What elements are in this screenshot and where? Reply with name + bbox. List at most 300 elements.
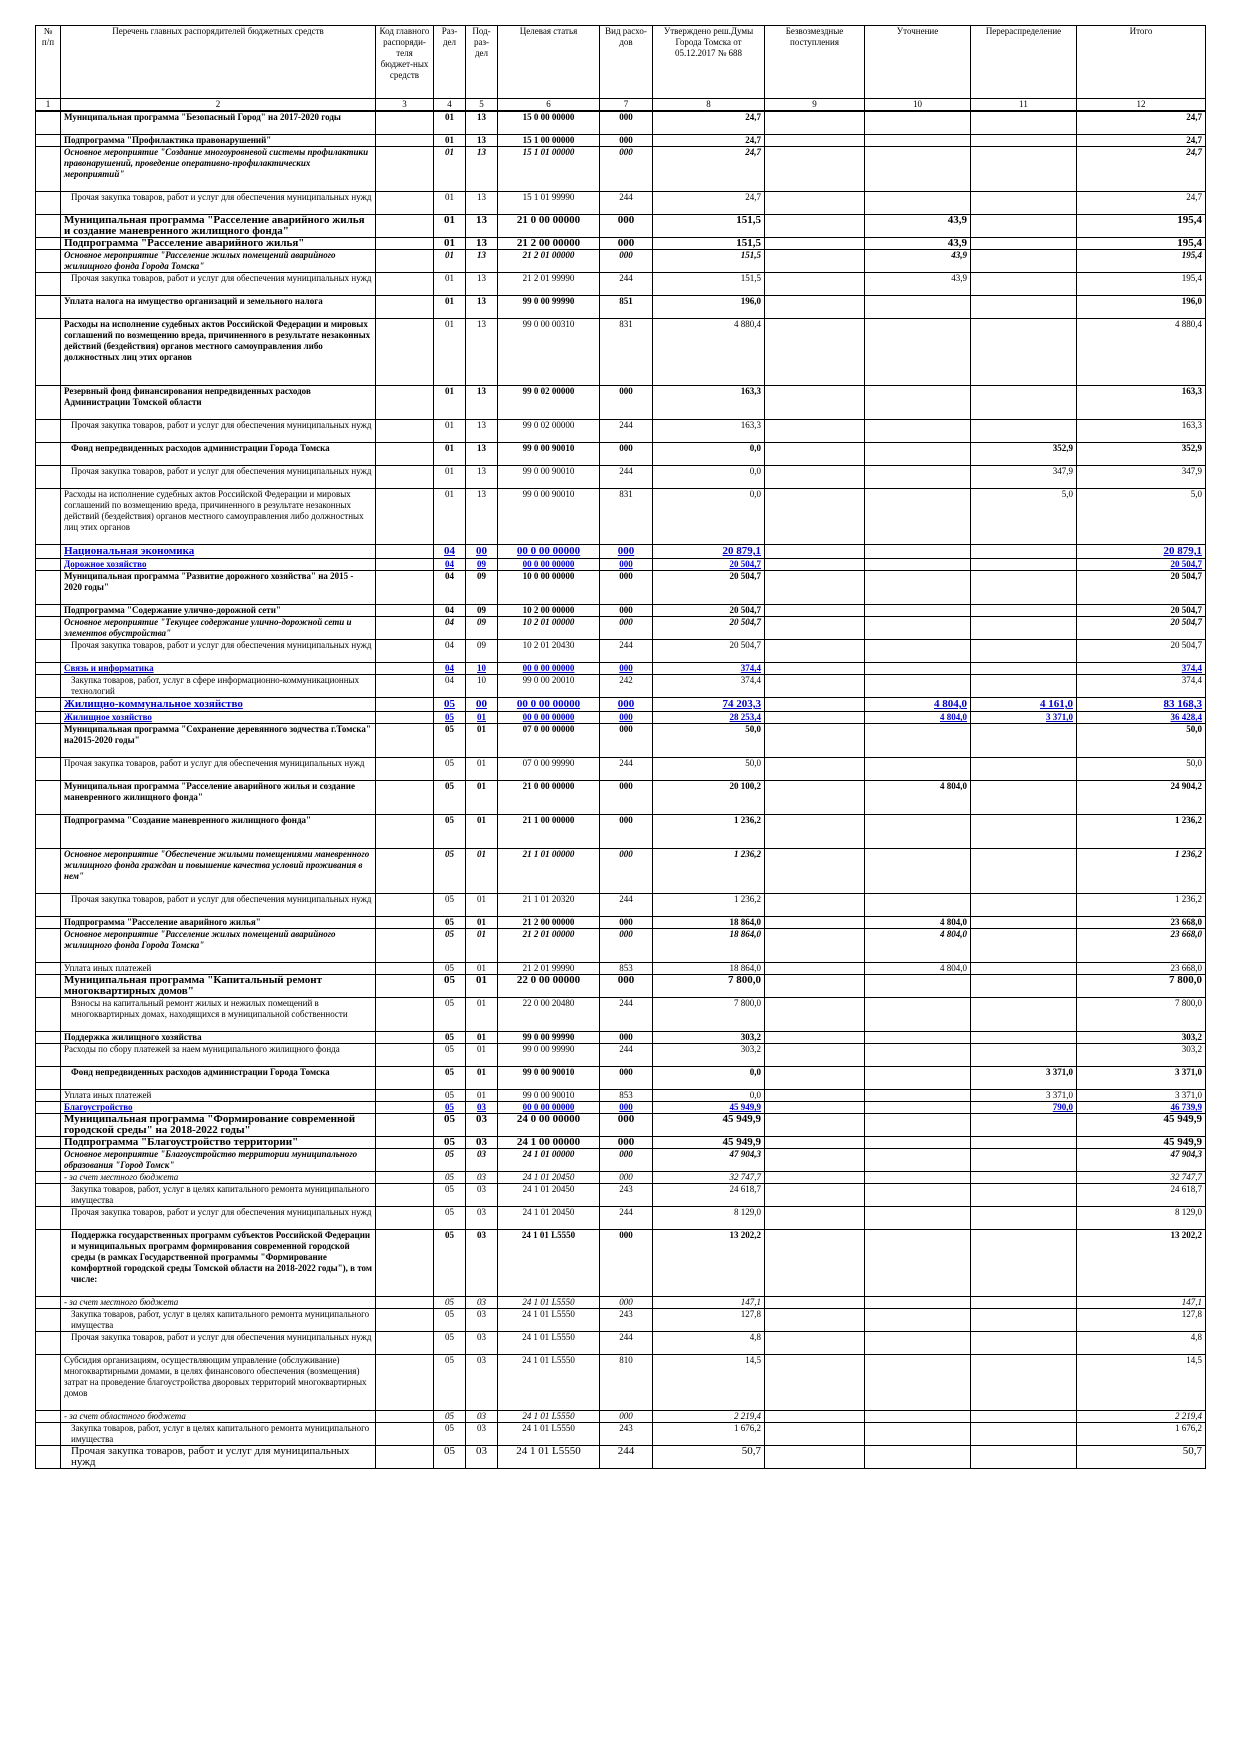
approved-cell: 4,8	[653, 1332, 765, 1355]
redistribution-cell	[971, 781, 1077, 815]
section-cell: 05	[434, 815, 466, 849]
name-cell: Национальная экономика	[61, 545, 376, 559]
target-cell: 10 0 00 00000	[498, 571, 600, 605]
target-cell: 99 0 00 99990	[498, 1044, 600, 1067]
redistribution-cell	[971, 1032, 1077, 1044]
expense-type-cell: 853	[600, 963, 653, 975]
grants-cell	[765, 545, 865, 559]
section-cell: 05	[434, 917, 466, 929]
name-cell: Прочая закупка товаров, работ и услуг для обеспечения муниципальных нужд	[61, 1332, 376, 1355]
total-cell: 196,0	[1077, 296, 1206, 319]
num-cell	[36, 215, 61, 238]
section-cell: 01	[434, 296, 466, 319]
num-cell	[36, 605, 61, 617]
code-cell	[376, 1332, 434, 1355]
approved-cell: 18 864,0	[653, 917, 765, 929]
subsection-cell: 13	[466, 250, 498, 273]
refinement-cell	[865, 443, 971, 466]
total-cell: 32 747,7	[1077, 1172, 1206, 1184]
approved-cell: 0,0	[653, 443, 765, 466]
code-cell	[376, 1149, 434, 1172]
target-cell: 24 1 01 L5550	[498, 1230, 600, 1297]
redistribution-cell	[971, 1230, 1077, 1297]
name-cell: Муниципальная программа "Сохранение деревянного зодчества г.Томска" на2015-2020 годы"	[61, 724, 376, 758]
grants-cell	[765, 929, 865, 963]
target-cell: 21 2 00 00000	[498, 917, 600, 929]
header-total: Итого	[1077, 26, 1206, 99]
num-cell	[36, 917, 61, 929]
section-cell: 05	[434, 963, 466, 975]
num-cell	[36, 111, 61, 135]
grants-cell	[765, 192, 865, 215]
target-cell: 15 1 00 00000	[498, 135, 600, 147]
table-row	[36, 929, 1206, 963]
section-cell: 05	[434, 975, 466, 998]
refinement-cell: 4 804,0	[865, 698, 971, 712]
approved-cell: 8 129,0	[653, 1207, 765, 1230]
grants-cell	[765, 1411, 865, 1423]
redistribution-cell	[971, 1446, 1077, 1469]
name-cell: Уплата налога на имущество организаций и земельного налога	[61, 296, 376, 319]
section-cell: 01	[434, 489, 466, 545]
target-cell: 00 0 00 00000	[498, 545, 600, 559]
expense-type-cell: 000	[600, 545, 653, 559]
subsection-cell: 01	[466, 963, 498, 975]
num-cell	[36, 712, 61, 724]
target-cell: 10 2 01 00000	[498, 617, 600, 640]
total-cell: 147,1	[1077, 1297, 1206, 1309]
refinement-cell	[865, 1184, 971, 1207]
target-cell: 10 2 01 20430	[498, 640, 600, 663]
redistribution-cell	[971, 640, 1077, 663]
refinement-cell	[865, 1090, 971, 1102]
expense-type-cell: 000	[600, 571, 653, 605]
table-row	[36, 319, 1206, 386]
name-cell: Жилищное хозяйство	[61, 712, 376, 724]
table-row	[36, 1184, 1206, 1207]
redistribution-cell	[971, 815, 1077, 849]
table-row	[36, 250, 1206, 273]
target-cell: 99 0 00 20010	[498, 675, 600, 698]
code-cell	[376, 1090, 434, 1102]
refinement-cell	[865, 489, 971, 545]
refinement-cell	[865, 135, 971, 147]
refinement-cell	[865, 849, 971, 894]
num-cell	[36, 849, 61, 894]
total-cell: 20 504,7	[1077, 640, 1206, 663]
section-cell: 05	[434, 698, 466, 712]
total-cell: 50,7	[1077, 1446, 1206, 1469]
expense-type-cell: 000	[600, 724, 653, 758]
refinement-cell: 43,9	[865, 273, 971, 296]
redistribution-cell: 5,0	[971, 489, 1077, 545]
name-cell: Подпрограмма "Создание маневренного жилищного фонда"	[61, 815, 376, 849]
target-cell: 24 1 01 L5550	[498, 1332, 600, 1355]
name-cell: Связь и информатика	[61, 663, 376, 675]
redistribution-cell	[971, 273, 1077, 296]
name-cell: Поддержка государственных программ субъектов Российской Федерации и муниципальных программ формирования современной городской среды (в рамках Государственной программы "Формирование комфортной городской среды Томской области на 2018-2022 годы"), в том числе:	[61, 1230, 376, 1297]
total-cell: 20 504,7	[1077, 605, 1206, 617]
table-row	[36, 1114, 1206, 1137]
approved-cell: 1 236,2	[653, 849, 765, 894]
name-cell: Основное мероприятие "Благоустройство территории муниципального образования "Город Томск"	[61, 1149, 376, 1172]
section-cell: 05	[434, 758, 466, 781]
redistribution-cell: 790,0	[971, 1102, 1077, 1114]
refinement-cell	[865, 815, 971, 849]
subsection-cell: 03	[466, 1149, 498, 1172]
target-cell: 99 0 00 00310	[498, 319, 600, 386]
redistribution-cell	[971, 1297, 1077, 1309]
approved-cell: 13 202,2	[653, 1230, 765, 1297]
table-row	[36, 712, 1206, 724]
code-cell	[376, 1114, 434, 1137]
name-cell: Фонд непредвиденных расходов администрации Города Томска	[61, 1067, 376, 1090]
subsection-cell: 01	[466, 894, 498, 917]
table-row	[36, 1067, 1206, 1090]
approved-cell: 147,1	[653, 1297, 765, 1309]
approved-cell: 7 800,0	[653, 998, 765, 1032]
subsection-cell: 09	[466, 640, 498, 663]
header-refinement: Уточнение	[865, 26, 971, 99]
num-cell	[36, 1446, 61, 1469]
redistribution-cell: 3 371,0	[971, 712, 1077, 724]
approved-cell: 20 504,7	[653, 559, 765, 571]
refinement-cell: 4 804,0	[865, 712, 971, 724]
expense-type-cell: 000	[600, 929, 653, 963]
subsection-cell: 01	[466, 758, 498, 781]
target-cell: 24 1 01 20450	[498, 1184, 600, 1207]
colnum: 6	[498, 99, 600, 112]
subsection-cell: 01	[466, 1044, 498, 1067]
num-cell	[36, 698, 61, 712]
subsection-cell: 13	[466, 111, 498, 135]
colnum: 2	[61, 99, 376, 112]
subsection-cell: 10	[466, 675, 498, 698]
name-cell: Расходы на исполнение судебных актов Российской Федерации и мировых соглашений по возмещению вреда, причиненного в результате незаконных действий (бездействия) органов местного самоуправления либо должностных лиц этих органов	[61, 319, 376, 386]
code-cell	[376, 559, 434, 571]
total-cell: 20 504,7	[1077, 617, 1206, 640]
grants-cell	[765, 998, 865, 1032]
name-cell: Уплата иных платежей	[61, 1090, 376, 1102]
name-cell: Муниципальная программа "Развитие дорожного хозяйства" на 2015 - 2020 годы"	[61, 571, 376, 605]
num-cell	[36, 1411, 61, 1423]
expense-type-cell: 244	[600, 1332, 653, 1355]
num-cell	[36, 1044, 61, 1067]
name-cell: Прочая закупка товаров, работ и услуг для обеспечения муниципальных нужд	[61, 894, 376, 917]
redistribution-cell	[971, 296, 1077, 319]
section-cell: 05	[434, 1090, 466, 1102]
refinement-cell	[865, 1297, 971, 1309]
table-row	[36, 443, 1206, 466]
refinement-cell	[865, 605, 971, 617]
section-cell: 04	[434, 545, 466, 559]
num-cell	[36, 545, 61, 559]
name-cell: Основное мероприятие "Расселение жилых помещений аварийного жилищного фонда Города Томска"	[61, 250, 376, 273]
expense-type-cell: 000	[600, 1137, 653, 1149]
code-cell	[376, 815, 434, 849]
grants-cell	[765, 1423, 865, 1446]
total-cell: 24 618,7	[1077, 1184, 1206, 1207]
subsection-cell: 09	[466, 617, 498, 640]
refinement-cell	[865, 998, 971, 1032]
table-row	[36, 1032, 1206, 1044]
code-cell	[376, 917, 434, 929]
refinement-cell	[865, 758, 971, 781]
table-row	[36, 147, 1206, 192]
subsection-cell: 03	[466, 1114, 498, 1137]
refinement-cell	[865, 192, 971, 215]
name-cell: Подпрограмма "Благоустройство территории"	[61, 1137, 376, 1149]
total-cell: 20 879,1	[1077, 545, 1206, 559]
code-cell	[376, 1309, 434, 1332]
num-cell	[36, 1114, 61, 1137]
subsection-cell: 09	[466, 571, 498, 605]
refinement-cell: 4 804,0	[865, 963, 971, 975]
section-cell: 01	[434, 443, 466, 466]
target-cell: 15 1 01 99990	[498, 192, 600, 215]
expense-type-cell: 000	[600, 111, 653, 135]
total-cell: 163,3	[1077, 420, 1206, 443]
code-cell	[376, 1411, 434, 1423]
name-cell: Закупка товаров, работ, услуг в целях капитального ремонта муниципального имущества	[61, 1309, 376, 1332]
table-row	[36, 1137, 1206, 1149]
section-cell: 05	[434, 1067, 466, 1090]
table-row	[36, 698, 1206, 712]
target-cell: 07 0 00 99990	[498, 758, 600, 781]
refinement-cell	[865, 1114, 971, 1137]
subsection-cell: 01	[466, 1032, 498, 1044]
name-cell: Фонд непредвиденных расходов администрации Города Томска	[61, 443, 376, 466]
approved-cell: 0,0	[653, 489, 765, 545]
target-cell: 24 1 01 L5550	[498, 1309, 600, 1332]
total-cell: 14,5	[1077, 1355, 1206, 1411]
section-cell: 05	[434, 929, 466, 963]
code-cell	[376, 963, 434, 975]
section-cell: 05	[434, 1149, 466, 1172]
target-cell: 07 0 00 00000	[498, 724, 600, 758]
total-cell: 303,2	[1077, 1044, 1206, 1067]
grants-cell	[765, 917, 865, 929]
subsection-cell: 13	[466, 386, 498, 420]
grants-cell	[765, 215, 865, 238]
expense-type-cell: 243	[600, 1309, 653, 1332]
budget-table	[35, 25, 1206, 1469]
table-row	[36, 238, 1206, 250]
subsection-cell: 01	[466, 781, 498, 815]
expense-type-cell: 244	[600, 1446, 653, 1469]
code-cell	[376, 1423, 434, 1446]
table-row	[36, 724, 1206, 758]
approved-cell: 50,0	[653, 724, 765, 758]
refinement-cell	[865, 1309, 971, 1332]
header-subsection: Под-раз-дел	[466, 26, 498, 99]
section-cell: 05	[434, 712, 466, 724]
num-cell	[36, 1207, 61, 1230]
total-cell: 303,2	[1077, 1032, 1206, 1044]
code-cell	[376, 894, 434, 917]
table-row	[36, 1044, 1206, 1067]
code-cell	[376, 386, 434, 420]
column-number-row	[36, 99, 1206, 112]
grants-cell	[765, 386, 865, 420]
subsection-cell: 01	[466, 724, 498, 758]
redistribution-cell	[971, 545, 1077, 559]
approved-cell: 24 618,7	[653, 1184, 765, 1207]
num-cell	[36, 1172, 61, 1184]
subsection-cell: 13	[466, 319, 498, 386]
total-cell: 23 668,0	[1077, 963, 1206, 975]
refinement-cell	[865, 1044, 971, 1067]
name-cell: Муниципальная программа "Капитальный ремонт многоквартирных домов"	[61, 975, 376, 998]
total-cell: 352,9	[1077, 443, 1206, 466]
subsection-cell: 01	[466, 1090, 498, 1102]
approved-cell: 20 100,2	[653, 781, 765, 815]
expense-type-cell: 244	[600, 466, 653, 489]
section-cell: 05	[434, 1044, 466, 1067]
colnum: 8	[653, 99, 765, 112]
section-cell: 05	[434, 849, 466, 894]
target-cell: 24 1 01 20450	[498, 1207, 600, 1230]
approved-cell: 47 904,3	[653, 1149, 765, 1172]
name-cell: Взносы на капитальный ремонт жилых и нежилых помещений в многоквартирных домах, находящихся в муниципальной собственности	[61, 998, 376, 1032]
num-cell	[36, 724, 61, 758]
name-cell: Прочая закупка товаров, работ и услуг для обеспечения муниципальных нужд	[61, 273, 376, 296]
refinement-cell: 4 804,0	[865, 781, 971, 815]
header-names: Перечень главных распорядителей бюджетных средств	[61, 26, 376, 99]
table-row	[36, 571, 1206, 605]
table-row	[36, 192, 1206, 215]
approved-cell: 20 504,7	[653, 605, 765, 617]
table-row	[36, 1102, 1206, 1114]
section-cell: 05	[434, 1137, 466, 1149]
total-cell: 195,4	[1077, 238, 1206, 250]
name-cell: Жилищно-коммунальное хозяйство	[61, 698, 376, 712]
expense-type-cell: 000	[600, 617, 653, 640]
refinement-cell	[865, 1032, 971, 1044]
num-cell	[36, 963, 61, 975]
redistribution-cell	[971, 849, 1077, 894]
subsection-cell: 03	[466, 1297, 498, 1309]
name-cell: Подпрограмма "Содержание улично-дорожной сети"	[61, 605, 376, 617]
subsection-cell: 01	[466, 815, 498, 849]
code-cell	[376, 781, 434, 815]
grants-cell	[765, 273, 865, 296]
grants-cell	[765, 1297, 865, 1309]
table-row	[36, 1297, 1206, 1309]
expense-type-cell: 000	[600, 712, 653, 724]
name-cell: Основное мероприятие "Расселение жилых помещений аварийного жилищного фонда Города Томска"	[61, 929, 376, 963]
redistribution-cell: 347,9	[971, 466, 1077, 489]
approved-cell: 45 949,9	[653, 1114, 765, 1137]
refinement-cell: 43,9	[865, 238, 971, 250]
table-row	[36, 663, 1206, 675]
name-cell: Основное мероприятие "Текущее содержание улично-дорожной сети и элементов обустройства"	[61, 617, 376, 640]
refinement-cell	[865, 386, 971, 420]
section-cell: 01	[434, 238, 466, 250]
name-cell: Закупка товаров, работ, услуг в сфере информационно-коммуникационных технологий	[61, 675, 376, 698]
code-cell	[376, 571, 434, 605]
approved-cell: 0,0	[653, 1067, 765, 1090]
expense-type-cell: 000	[600, 815, 653, 849]
target-cell: 00 0 00 00000	[498, 663, 600, 675]
grants-cell	[765, 238, 865, 250]
name-cell: Подпрограмма "Расселение аварийного жилья"	[61, 238, 376, 250]
table-row	[36, 1172, 1206, 1184]
target-cell: 21 0 00 00000	[498, 215, 600, 238]
approved-cell: 18 864,0	[653, 929, 765, 963]
approved-cell: 196,0	[653, 296, 765, 319]
name-cell: Расходы по сбору платежей за наем муниципального жилищного фонда	[61, 1044, 376, 1067]
redistribution-cell	[971, 1149, 1077, 1172]
expense-type-cell: 244	[600, 1044, 653, 1067]
redistribution-cell	[971, 1355, 1077, 1411]
num-cell	[36, 238, 61, 250]
redistribution-cell	[971, 1184, 1077, 1207]
redistribution-cell: 3 371,0	[971, 1090, 1077, 1102]
colnum: 12	[1077, 99, 1206, 112]
expense-type-cell: 851	[600, 296, 653, 319]
total-cell: 5,0	[1077, 489, 1206, 545]
table-row	[36, 617, 1206, 640]
num-cell	[36, 640, 61, 663]
name-cell: Субсидия организациям, осуществляющим управление (обслуживание) многоквартирными домами, в целях финансового обеспечения (возмещения) затрат на проведение благоустройства дворовых территорий многоквартирных домов	[61, 1355, 376, 1411]
total-cell: 195,4	[1077, 250, 1206, 273]
redistribution-cell	[971, 894, 1077, 917]
code-cell	[376, 1172, 434, 1184]
grants-cell	[765, 147, 865, 192]
target-cell: 21 1 00 00000	[498, 815, 600, 849]
subsection-cell: 13	[466, 420, 498, 443]
code-cell	[376, 724, 434, 758]
num-cell	[36, 443, 61, 466]
redistribution-cell	[971, 617, 1077, 640]
header-num: № п/п	[36, 26, 61, 99]
section-cell: 05	[434, 1309, 466, 1332]
subsection-cell: 03	[466, 1102, 498, 1114]
target-cell: 24 1 01 L5550	[498, 1411, 600, 1423]
refinement-cell	[865, 1172, 971, 1184]
table-row	[36, 386, 1206, 420]
subsection-cell: 01	[466, 1067, 498, 1090]
refinement-cell	[865, 724, 971, 758]
grants-cell	[765, 1044, 865, 1067]
colnum: 9	[765, 99, 865, 112]
header-code: Код главного распоряди-теля бюджет-ных средств	[376, 26, 434, 99]
redistribution-cell	[971, 758, 1077, 781]
target-cell: 21 2 01 00000	[498, 929, 600, 963]
total-cell: 4 880,4	[1077, 319, 1206, 386]
redistribution-cell	[971, 1114, 1077, 1137]
grants-cell	[765, 894, 865, 917]
refinement-cell	[865, 975, 971, 998]
num-cell	[36, 1137, 61, 1149]
section-cell: 04	[434, 571, 466, 605]
redistribution-cell	[971, 147, 1077, 192]
section-cell: 04	[434, 663, 466, 675]
approved-cell: 163,3	[653, 420, 765, 443]
total-cell: 4,8	[1077, 1332, 1206, 1355]
section-cell: 04	[434, 675, 466, 698]
redistribution-cell	[971, 420, 1077, 443]
redistribution-cell	[971, 238, 1077, 250]
refinement-cell	[865, 617, 971, 640]
redistribution-cell	[971, 1172, 1077, 1184]
num-cell	[36, 663, 61, 675]
num-cell	[36, 135, 61, 147]
name-cell: Основное мероприятие "Создание многоуровневой системы профилактики правонарушений, проведение оперативно-профилактических мероприятий"	[61, 147, 376, 192]
total-cell: 7 800,0	[1077, 998, 1206, 1032]
refinement-cell	[865, 1207, 971, 1230]
